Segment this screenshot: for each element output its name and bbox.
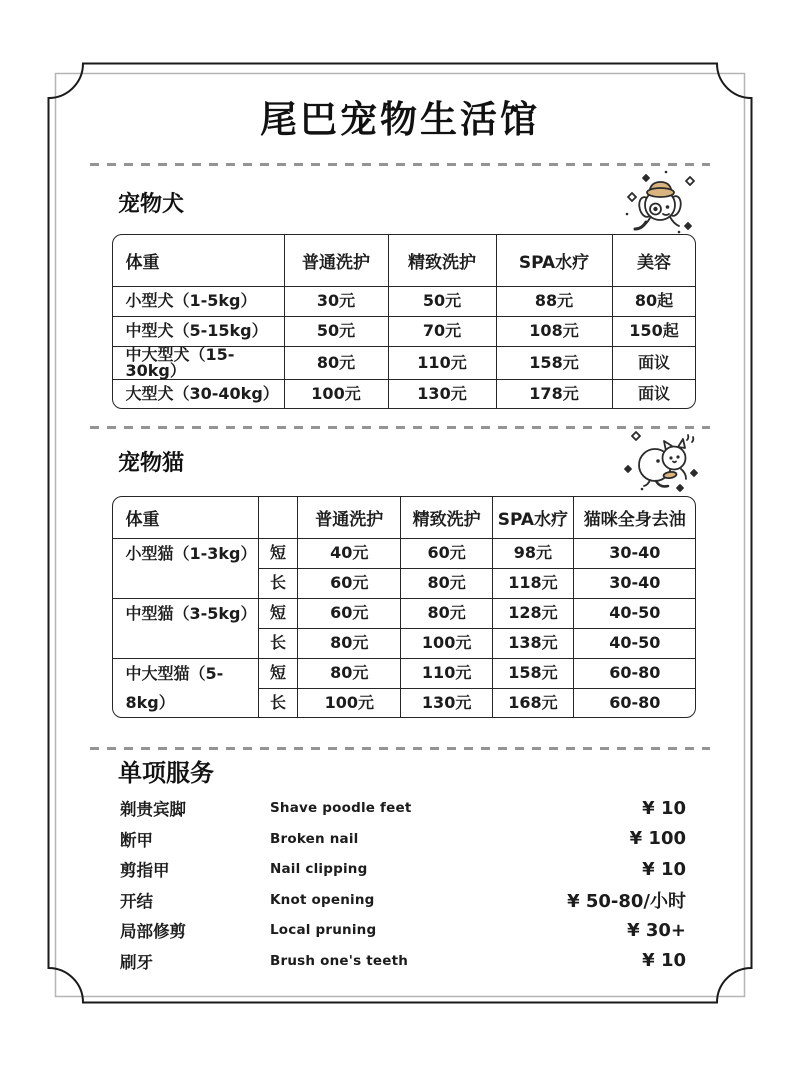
col-header: 普通洗护 bbox=[284, 234, 388, 286]
price-cell: 60元 bbox=[401, 538, 492, 568]
cat-leg bbox=[644, 480, 650, 486]
hair-length-cell: 短 bbox=[259, 658, 298, 688]
hair-length-cell: 短 bbox=[259, 538, 298, 568]
price-cell: 50元 bbox=[284, 316, 388, 346]
price-cell: 40-50 bbox=[574, 598, 696, 628]
price-cell: 70元 bbox=[388, 316, 496, 346]
price-cell: 158元 bbox=[492, 658, 573, 688]
price-cell: 178元 bbox=[496, 379, 612, 409]
hair-length-cell: 长 bbox=[259, 688, 298, 718]
price-cell: 150起 bbox=[612, 316, 696, 346]
cat-head bbox=[663, 447, 686, 470]
col-header: 精致洗护 bbox=[401, 496, 492, 538]
sparkle-icon bbox=[687, 435, 688, 440]
service-name-zh: 断甲 bbox=[120, 830, 153, 850]
sparkle-icon bbox=[632, 432, 640, 440]
table-row bbox=[112, 316, 696, 346]
dashed-divider bbox=[90, 163, 710, 166]
dog-section-heading: 宠物犬 bbox=[118, 191, 185, 217]
col-header: 猫咪全身去油 bbox=[574, 496, 696, 538]
cat-leg bbox=[681, 469, 686, 479]
col-header: 体重 bbox=[112, 496, 259, 538]
service-name-zh: 局部修剪 bbox=[120, 922, 186, 942]
col-header: 体重 bbox=[112, 234, 284, 286]
service-item bbox=[90, 854, 710, 885]
sparkle-icon bbox=[692, 437, 693, 442]
price-cell: 168元 bbox=[492, 688, 573, 718]
price-cell: 98元 bbox=[492, 538, 573, 568]
dog-price-table bbox=[112, 234, 696, 409]
table-row bbox=[112, 346, 696, 379]
col-header bbox=[259, 496, 298, 538]
services-section-heading: 单项服务 bbox=[118, 759, 214, 787]
weight-cell: 小型犬（1-5kg） bbox=[112, 286, 284, 316]
dog-tail bbox=[635, 222, 646, 229]
cat-tail bbox=[656, 481, 668, 486]
table-row bbox=[112, 538, 696, 568]
price-cell: 30元 bbox=[284, 286, 388, 316]
price-cell: 128元 bbox=[492, 598, 573, 628]
weight-cell: 中大型猫（5-8kg） bbox=[112, 658, 259, 718]
price-cell: 80起 bbox=[612, 286, 696, 316]
sparkle-icon bbox=[643, 175, 649, 181]
dog-section-header bbox=[90, 170, 710, 234]
price-cell: 110元 bbox=[388, 346, 496, 379]
dog-hat-brim bbox=[647, 188, 674, 197]
cat-price-table bbox=[112, 496, 696, 718]
sparkle-icon bbox=[625, 466, 631, 472]
service-name-zh: 刷牙 bbox=[120, 952, 153, 972]
services-list bbox=[90, 793, 710, 976]
price-cell: 130元 bbox=[388, 379, 496, 409]
price-cell: 100元 bbox=[284, 379, 388, 409]
cat-doodle-icon bbox=[622, 428, 702, 494]
weight-cell: 中大型犬（15-30kg） bbox=[112, 346, 284, 379]
service-item bbox=[90, 885, 710, 916]
price-cell: 40-50 bbox=[574, 628, 696, 658]
price-cell: 30-40 bbox=[574, 568, 696, 598]
service-item bbox=[90, 793, 710, 824]
service-item bbox=[90, 915, 710, 946]
price-cell: 108元 bbox=[496, 316, 612, 346]
hair-length-cell: 长 bbox=[259, 628, 298, 658]
cat-ear bbox=[678, 439, 685, 448]
service-price: ¥ 10 bbox=[642, 858, 686, 880]
dog-mouth bbox=[663, 214, 669, 215]
hair-length-cell: 长 bbox=[259, 568, 298, 598]
price-cell: 30-40 bbox=[574, 538, 696, 568]
price-cell: 100元 bbox=[401, 628, 492, 658]
table-header-row bbox=[112, 234, 696, 286]
price-cell: 60-80 bbox=[574, 658, 696, 688]
price-cell: 118元 bbox=[492, 568, 573, 598]
service-name-en: Nail clipping bbox=[270, 861, 368, 878]
price-cell: 100元 bbox=[298, 688, 401, 718]
price-cell: 50元 bbox=[388, 286, 496, 316]
page-title: 尾巴宠物生活馆 bbox=[260, 98, 540, 141]
service-price: ¥ 30+ bbox=[627, 919, 686, 941]
price-cell: 面议 bbox=[612, 346, 696, 379]
table-row bbox=[112, 598, 696, 628]
price-cell: 130元 bbox=[401, 688, 492, 718]
col-header: 普通洗护 bbox=[298, 496, 401, 538]
cat-eye bbox=[676, 455, 679, 458]
col-header: SPA水疗 bbox=[496, 234, 612, 286]
price-cell: 88元 bbox=[496, 286, 612, 316]
cat-eye bbox=[669, 456, 672, 459]
cat-section-heading: 宠物猫 bbox=[118, 450, 185, 476]
dashed-divider bbox=[90, 747, 710, 750]
service-price: ¥ 50-80/小时 bbox=[567, 890, 686, 912]
service-price: ¥ 10 bbox=[642, 950, 686, 972]
weight-cell: 大型犬（30-40kg） bbox=[112, 379, 284, 409]
col-header: SPA水疗 bbox=[492, 496, 573, 538]
service-name-en: Broken nail bbox=[270, 830, 359, 847]
cat-eye bbox=[656, 459, 660, 463]
col-header: 精致洗护 bbox=[388, 234, 496, 286]
sparkle-icon bbox=[677, 485, 683, 491]
price-cell: 60-80 bbox=[574, 688, 696, 718]
service-item bbox=[90, 946, 710, 977]
table-row bbox=[112, 658, 696, 688]
hair-length-cell: 短 bbox=[259, 598, 298, 628]
sparkle-icon bbox=[685, 223, 691, 229]
cat-mouth bbox=[673, 462, 676, 463]
service-price: ¥ 100 bbox=[629, 828, 686, 850]
service-item bbox=[90, 824, 710, 855]
price-cell: 158元 bbox=[496, 346, 612, 379]
sparkle-icon bbox=[691, 470, 697, 476]
dog-leg bbox=[670, 217, 679, 226]
weight-cell: 中型猫（3-5kg） bbox=[112, 598, 259, 658]
service-name-en: Shave poodle feet bbox=[270, 800, 412, 817]
menu-content bbox=[90, 0, 710, 976]
price-cell: 80元 bbox=[401, 568, 492, 598]
price-cell: 40元 bbox=[298, 538, 401, 568]
dog-doodle-icon bbox=[622, 169, 702, 235]
price-cell: 80元 bbox=[284, 346, 388, 379]
service-name-en: Brush one's teeth bbox=[270, 952, 409, 969]
service-name-en: Knot opening bbox=[270, 891, 375, 908]
table-row bbox=[112, 286, 696, 316]
price-cell: 138元 bbox=[492, 628, 573, 658]
service-name-zh: 开结 bbox=[120, 891, 153, 911]
col-header: 美容 bbox=[612, 234, 696, 286]
price-cell: 面议 bbox=[612, 379, 696, 409]
table-row bbox=[112, 379, 696, 409]
price-cell: 60元 bbox=[298, 568, 401, 598]
price-cell: 110元 bbox=[401, 658, 492, 688]
sparkle-icon bbox=[686, 177, 694, 185]
service-price: ¥ 10 bbox=[642, 797, 686, 819]
weight-cell: 小型猫（1-3kg） bbox=[112, 538, 259, 598]
service-name-en: Local pruning bbox=[270, 922, 377, 939]
table-header-row bbox=[112, 496, 696, 538]
price-cell: 80元 bbox=[401, 598, 492, 628]
cat-section-header bbox=[90, 429, 710, 493]
weight-cell: 中型犬（5-15kg） bbox=[112, 316, 284, 346]
sparkle-icon bbox=[628, 193, 636, 201]
service-name-zh: 剃贵宾脚 bbox=[120, 800, 186, 820]
price-cell: 80元 bbox=[298, 628, 401, 658]
price-cell: 80元 bbox=[298, 658, 401, 688]
price-cell: 60元 bbox=[298, 598, 401, 628]
service-name-zh: 剪指甲 bbox=[120, 861, 170, 881]
